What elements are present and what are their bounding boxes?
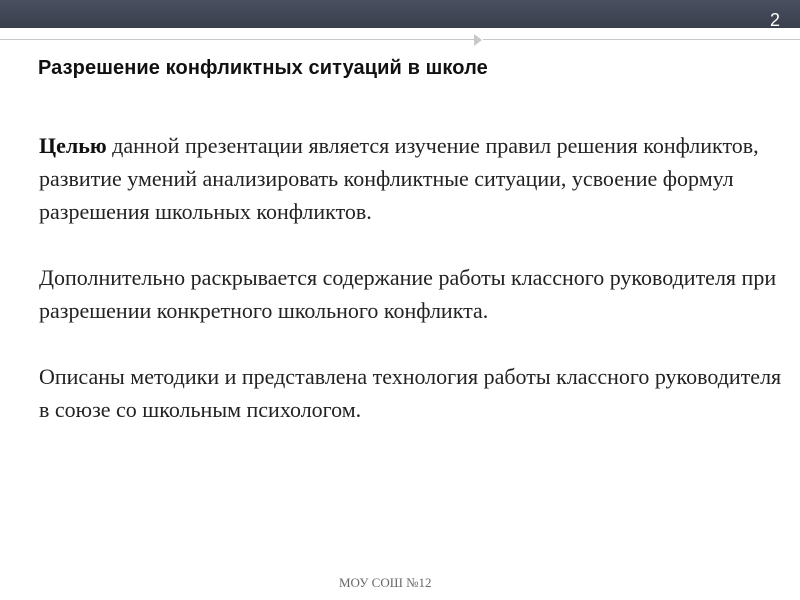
divider-line-right	[483, 39, 800, 40]
paragraph-goal-text: данной презентации является изучение правил решения конфликтов, развитие умений анализировать конфликтные ситуации, усвоение формул разрешения школьных конфликтов.	[39, 133, 759, 224]
paragraph-additional: Дополнительно раскрывается содержание работы классного руководителя при разрешении конкретного школьного конфликта.	[39, 265, 777, 323]
divider-arrow-icon	[474, 34, 482, 46]
divider-line-left	[0, 39, 475, 40]
paragraph-goal	[39, 129, 784, 228]
slide-body	[39, 129, 784, 459]
slide-number: 2	[769, 10, 780, 30]
paragraph-methods: Описаны методики и представлена технология работы классного руководителя в союзе со школьным психологом.	[39, 364, 782, 422]
slide-header-bar	[0, 0, 800, 28]
slide-footer: МОУ СОШ №12	[339, 575, 432, 590]
slide-title: Разрешение конфликтных ситуаций в школе	[38, 57, 488, 79]
paragraph-goal-lead: Целью	[39, 133, 107, 158]
